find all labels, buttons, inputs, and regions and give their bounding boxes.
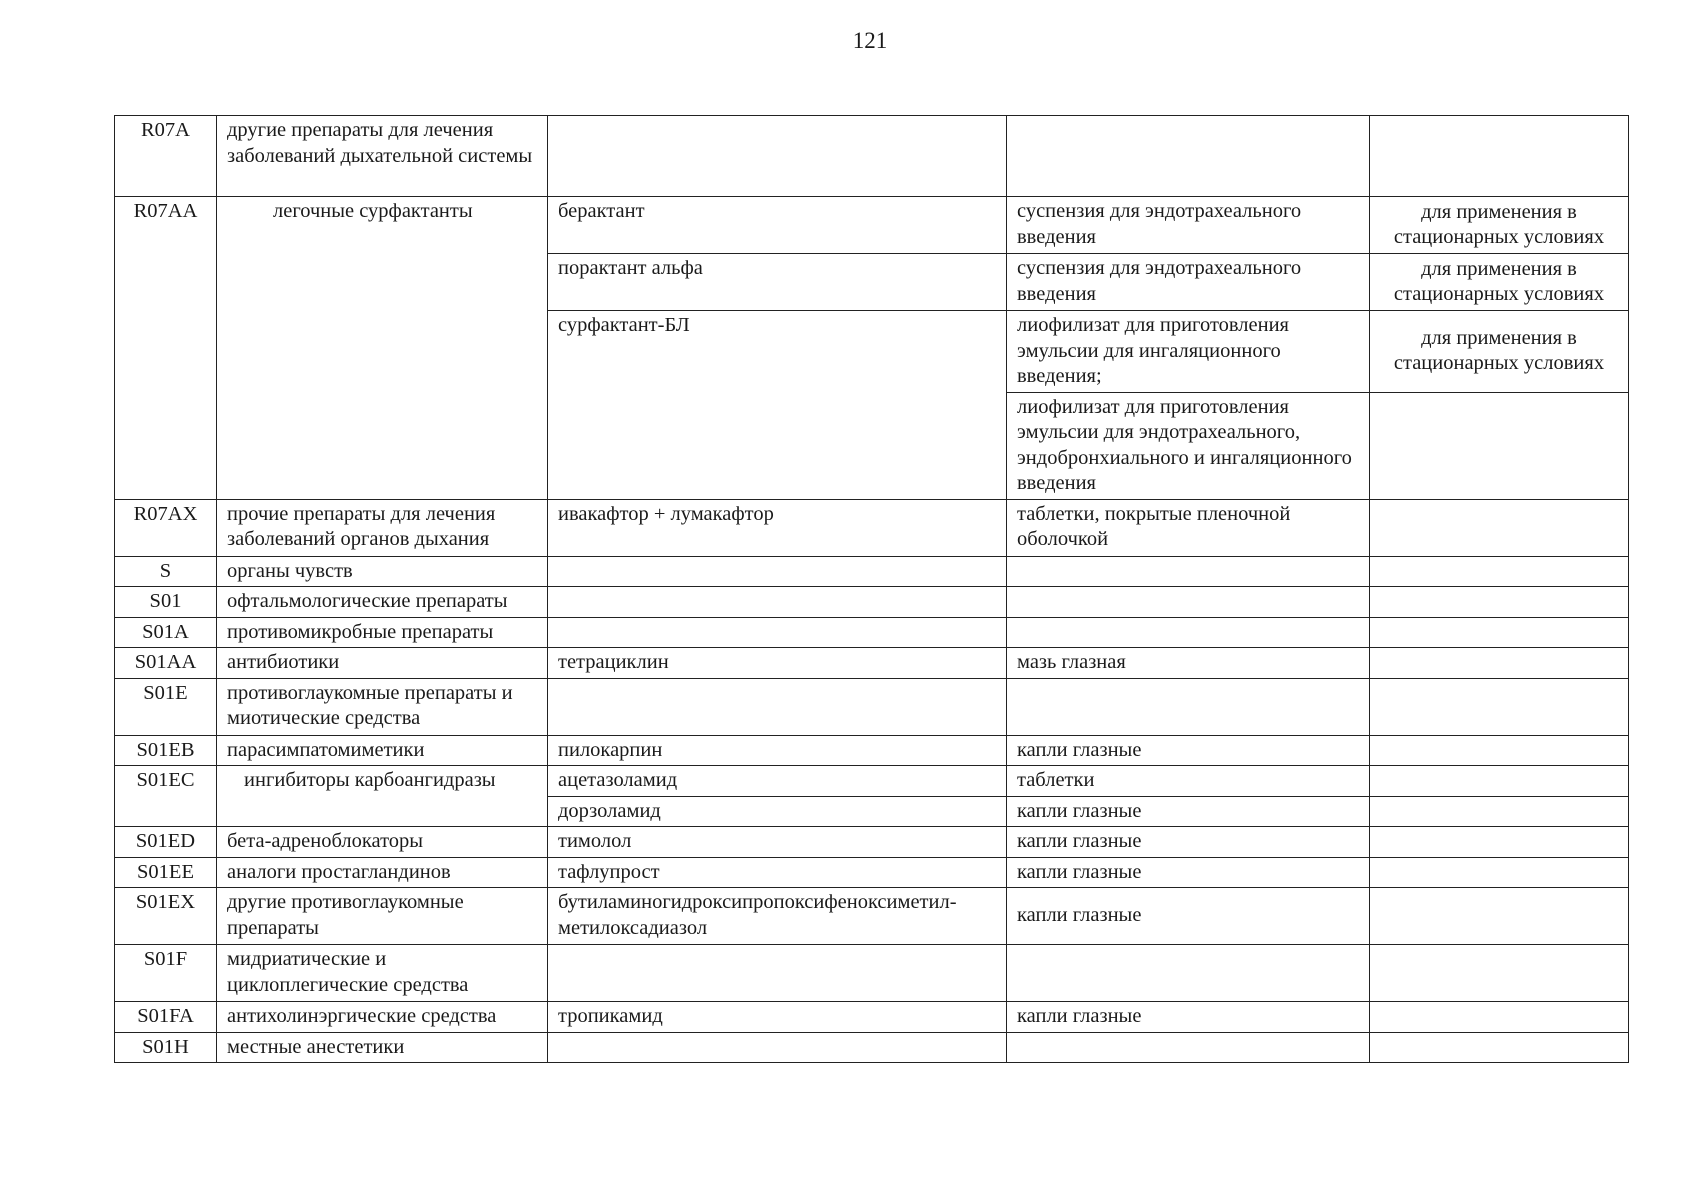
group-cell: офтальмологические препараты <box>217 587 548 618</box>
atc-code-cell: S01EE <box>115 857 217 888</box>
atc-code-cell: R07AX <box>115 499 217 556</box>
note-cell <box>1370 796 1629 827</box>
group-cell: местные анестетики <box>217 1032 548 1063</box>
note-cell <box>1370 499 1629 556</box>
note-cell <box>1370 888 1629 945</box>
table-row <box>115 116 1629 197</box>
form-cell: лиофилизат для приготовления эмульсии для ингаляционного введения; <box>1007 311 1370 393</box>
drug-cell: дорзоламид <box>548 796 1007 827</box>
atc-code-cell: S01EC <box>115 766 217 827</box>
form-cell: лиофилизат для приготовления эмульсии для эндотрахеального, эндобронхиального и ингаляционного введения <box>1007 392 1370 499</box>
form-cell <box>1007 116 1370 197</box>
note-cell <box>1370 735 1629 766</box>
drug-cell <box>548 678 1007 735</box>
table-row <box>115 766 1629 797</box>
note-cell <box>1370 857 1629 888</box>
drug-cell <box>548 945 1007 1002</box>
medication-table <box>114 115 1629 1063</box>
drug-cell <box>548 116 1007 197</box>
form-cell <box>1007 556 1370 587</box>
note-cell <box>1370 648 1629 679</box>
atc-code-cell: S01FA <box>115 1002 217 1033</box>
form-cell: таблетки, покрытые пленочной оболочкой <box>1007 499 1370 556</box>
drug-cell: берактант <box>548 197 1007 254</box>
form-cell: капли глазные <box>1007 827 1370 858</box>
form-cell: суспензия для эндотрахеального введения <box>1007 254 1370 311</box>
page-number: 121 <box>852 28 888 53</box>
table-row <box>115 556 1629 587</box>
group-cell: ингибиторы карбоангидразы <box>217 766 548 827</box>
atc-code-cell: R07AA <box>115 197 217 500</box>
form-cell: суспензия для эндотрахеального введения <box>1007 197 1370 254</box>
table-row <box>115 648 1629 679</box>
form-cell <box>1007 587 1370 618</box>
group-cell: парасимпатомиметики <box>217 735 548 766</box>
note-cell: для применения в стационарных условиях <box>1370 197 1629 254</box>
drug-cell: тропикамид <box>548 1002 1007 1033</box>
table-row <box>115 888 1629 945</box>
drug-cell: сурфактант-БЛ <box>548 311 1007 500</box>
atc-code-cell: S01AA <box>115 648 217 679</box>
note-cell <box>1370 945 1629 1002</box>
table-row <box>115 678 1629 735</box>
group-cell: антибиотики <box>217 648 548 679</box>
drug-cell: ацетазоламид <box>548 766 1007 797</box>
drug-cell <box>548 587 1007 618</box>
drug-cell <box>548 617 1007 648</box>
group-cell: другие противоглаукомные препараты <box>217 888 548 945</box>
group-cell: противоглаукомные препараты и миотические средства <box>217 678 548 735</box>
form-cell: капли глазные <box>1007 796 1370 827</box>
note-cell <box>1370 678 1629 735</box>
table-row <box>115 617 1629 648</box>
note-cell <box>1370 556 1629 587</box>
atc-code-cell: S01H <box>115 1032 217 1063</box>
table-row <box>115 1032 1629 1063</box>
atc-code-cell: S01F <box>115 945 217 1002</box>
atc-code-cell: S01ED <box>115 827 217 858</box>
group-cell: легочные сурфактанты <box>217 197 548 500</box>
drug-cell: тимолол <box>548 827 1007 858</box>
drug-cell: бутиламиногидроксипропоксифеноксиметил-метилоксадиазол <box>548 888 1007 945</box>
note-cell <box>1370 587 1629 618</box>
note-cell: для применения в стационарных условиях <box>1370 254 1629 311</box>
note-cell <box>1370 827 1629 858</box>
atc-code-cell: R07A <box>115 116 217 197</box>
atc-code-cell: S <box>115 556 217 587</box>
form-cell <box>1007 1032 1370 1063</box>
form-cell: капли глазные <box>1007 1002 1370 1033</box>
note-cell <box>1370 1002 1629 1033</box>
group-cell: прочие препараты для лечения заболеваний органов дыхания <box>217 499 548 556</box>
drug-cell: ивакафтор + лумакафтор <box>548 499 1007 556</box>
form-cell: капли глазные <box>1007 888 1370 945</box>
table-row <box>115 945 1629 1002</box>
form-cell: таблетки <box>1007 766 1370 797</box>
group-cell: аналоги простагландинов <box>217 857 548 888</box>
group-cell: органы чувств <box>217 556 548 587</box>
form-cell <box>1007 678 1370 735</box>
group-cell: бета-адреноблокаторы <box>217 827 548 858</box>
table-row <box>115 857 1629 888</box>
form-cell <box>1007 617 1370 648</box>
table-row <box>115 1002 1629 1033</box>
drug-cell <box>548 556 1007 587</box>
note-cell <box>1370 1032 1629 1063</box>
note-cell <box>1370 617 1629 648</box>
note-cell: для применения в стационарных условиях <box>1370 311 1629 393</box>
form-cell: капли глазные <box>1007 735 1370 766</box>
table-row <box>115 735 1629 766</box>
atc-code-cell: S01EX <box>115 888 217 945</box>
table-row <box>115 197 1629 254</box>
group-cell: мидриатические и циклоплегические средства <box>217 945 548 1002</box>
drug-cell: тафлупрост <box>548 857 1007 888</box>
drug-cell: порактант альфа <box>548 254 1007 311</box>
note-cell <box>1370 116 1629 197</box>
drug-cell <box>548 1032 1007 1063</box>
form-cell: капли глазные <box>1007 857 1370 888</box>
form-cell: мазь глазная <box>1007 648 1370 679</box>
atc-code-cell: S01EB <box>115 735 217 766</box>
drug-cell: тетрациклин <box>548 648 1007 679</box>
group-cell: антихолинэргические средства <box>217 1002 548 1033</box>
table-row <box>115 827 1629 858</box>
drug-cell: пилокарпин <box>548 735 1007 766</box>
table-row <box>115 499 1629 556</box>
note-cell <box>1370 766 1629 797</box>
atc-code-cell: S01E <box>115 678 217 735</box>
group-cell: другие препараты для лечения заболеваний дыхательной системы <box>217 116 548 197</box>
note-cell <box>1370 392 1629 499</box>
table-row <box>115 587 1629 618</box>
group-cell: противомикробные препараты <box>217 617 548 648</box>
atc-code-cell: S01A <box>115 617 217 648</box>
form-cell <box>1007 945 1370 1002</box>
atc-code-cell: S01 <box>115 587 217 618</box>
